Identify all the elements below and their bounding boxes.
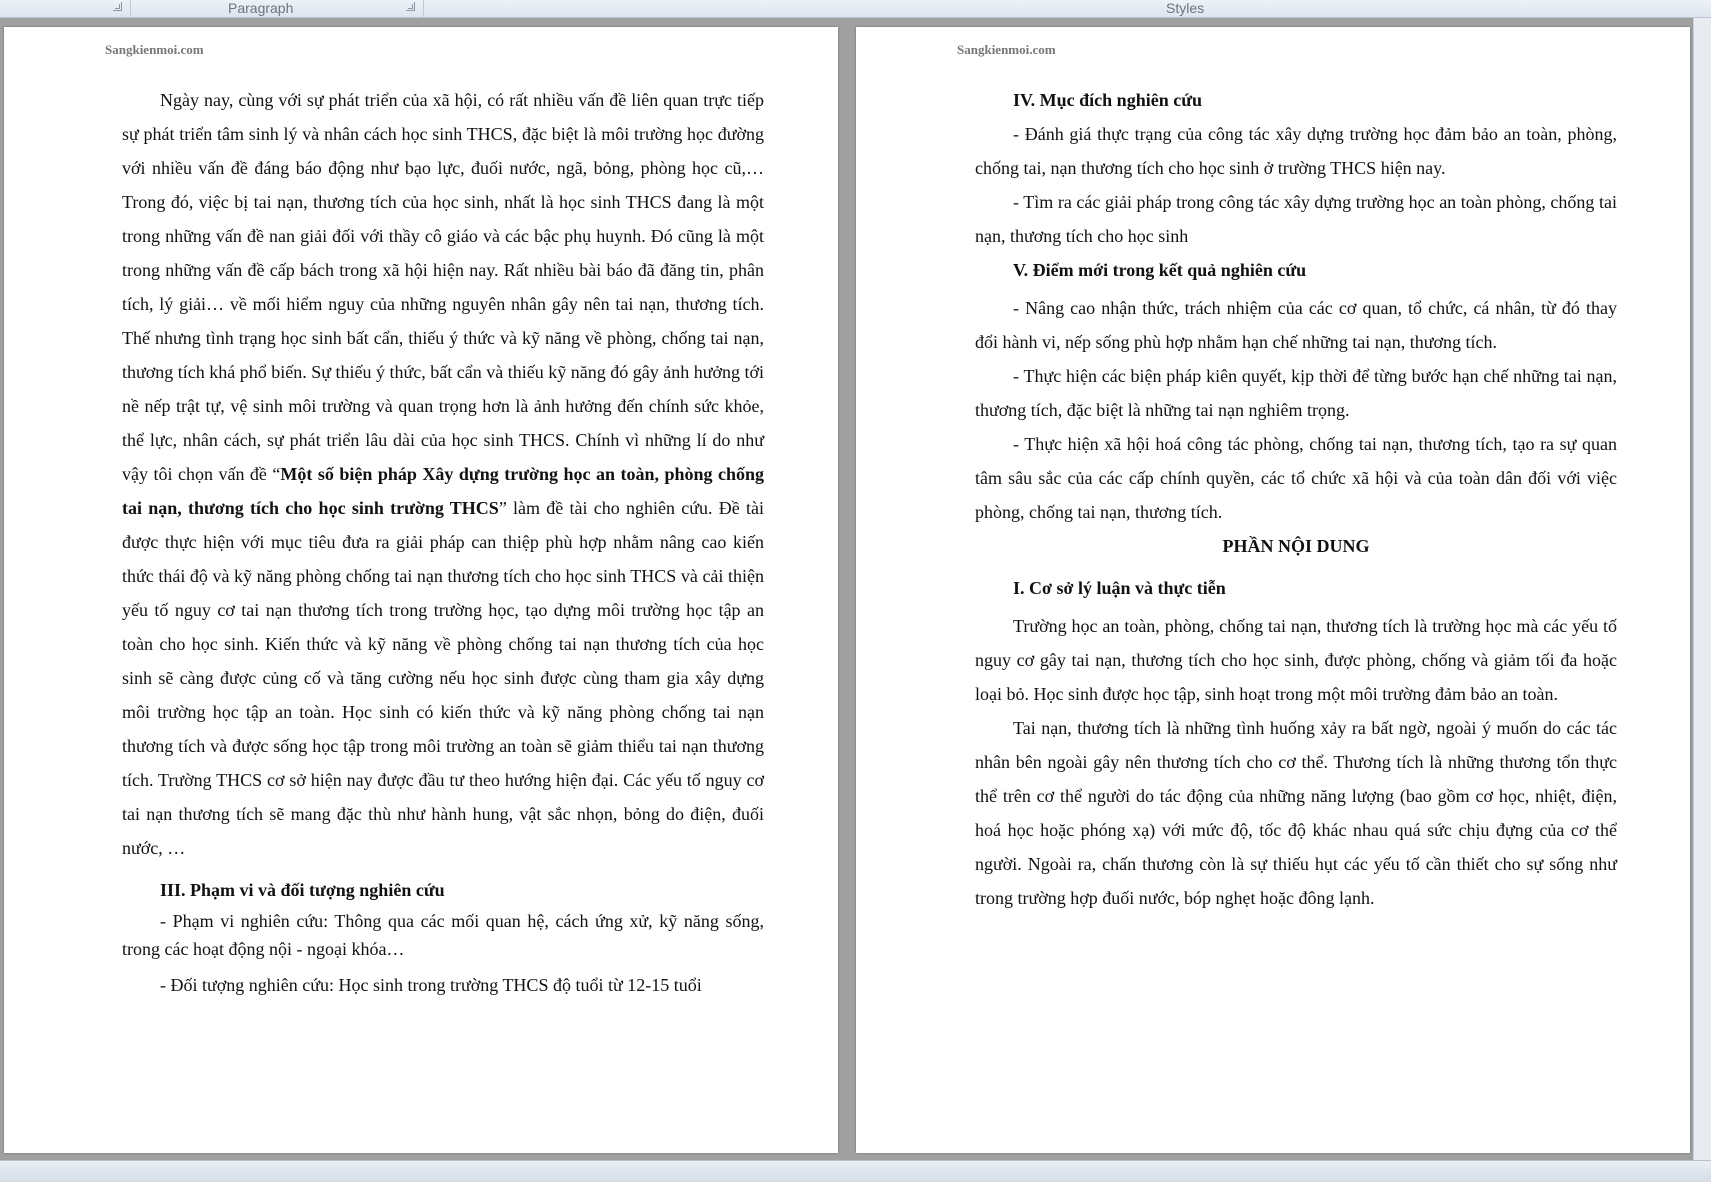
basis-paragraph-2: Tai nạn, thương tích là những tình huống xảy ra bất ngờ, ngoài ý muốn do các tác nhân bên ngoài gây nên thương tích cho cơ thể. Thương tích là những thương tổn thực thể trên cơ thể người do tác động của những năng lượng (bao gồm cơ học, nhiệt, điện, hoá học hoặc phóng xạ) với mức độ, tốc độ khác nhau quá sức chịu đựng của cơ thể người. Ngoài ra, chấn thương còn là sự thiếu hụt các yếu tố cần thiết cho sự sống như trong trường hợp đuối nước, bóp nghẹt hoặc đông lạnh. [975, 718, 1617, 908]
paragraph-group-label: Paragraph [228, 0, 294, 16]
basis-paragraph-1: Trường học an toàn, phòng, chống tai nạn, thương tích là trường học mà các yếu tố nguy cơ gây tai nạn, thương tích cho học sinh, được phòng, chống và giảm tối đa hoặc loại bỏ. Học sinh được học tập, sinh hoạt trong một môi trường đảm bảo an toàn. [975, 616, 1617, 704]
document-workspace [0, 18, 1711, 1161]
intro-text: Ngày nay, cùng với sự phát triển của xã hội, có rất nhiều vấn đề liên quan trực tiếp sự phát triển tâm sinh lý và nhân cách học sinh THCS, đặc biệt là môi trường học đường với nhiều vấn đề đáng báo động như bạo lực, đuối nước, ngã, bỏng, phòng học cũ,… Trong đó, việc bị tai nạn, thương tích của học sinh, nhất là học sinh THCS đang là một trong những vấn đề nan giải đối với thầy cô giáo và các bậc phụ huynh. Đó cũng là một trong những vấn đề cấp bách trong xã hội hiện nay. Rất nhiều bài báo đã đăng tin, phân tích, lý giải… về mối hiểm nguy của những nguyên nhân gây nên tai nạn, thương tích. Thế nhưng tình trạng học sinh bất cẩn, thiếu ý thức và kỹ năng về phòng, chống tai nạn, thương tích khá phổ biến. Sự thiếu ý thức, bất cẩn và thiếu kỹ năng đó gây ảnh hưởng tới nề nếp trật tự, vệ sinh môi trường và quan trọng hơn là ảnh hưởng đến chính sức khỏe, thể lực, nhân cách, sự phát triển lâu dài của học sinh THCS. Chính vì những lí do như vậy tôi chọn vấn đề “ [122, 90, 764, 484]
purpose-item-2: - Tìm ra các giải pháp trong công tác xây dựng trường học an toàn phòng, chống tai nạn, thương tích cho học sinh [975, 192, 1617, 246]
page-body[interactable] [975, 83, 1617, 915]
font-dialog-launcher-icon[interactable] [113, 2, 122, 11]
ribbon-divider [423, 0, 424, 17]
document-page-right[interactable] [856, 27, 1690, 1153]
topic-title: Một số biện pháp Xây dựng trường học an toàn, phòng chống tai nạn, thương tích cho học sinh trường THCS [122, 464, 764, 518]
ribbon-group-bar [0, 0, 1711, 18]
page-header: Sangkienmoi.com [957, 42, 1056, 57]
heading-purpose: IV. Mục đích nghiên cứu [1013, 90, 1203, 110]
new-point-2: - Thực hiện các biện pháp kiên quyết, kịp thời để từng bước hạn chế những tai nạn, thương tích, đặc biệt là những tai nạn nghiêm trọng. [975, 366, 1617, 420]
heading-scope: III. Phạm vi và đối tượng nghiên cứu [160, 880, 445, 900]
subject-paragraph: - Đối tượng nghiên cứu: Học sinh trong trường THCS độ tuổi từ 12-15 tuổi [160, 975, 702, 995]
page-body[interactable] [122, 83, 764, 1002]
page-header: Sangkienmoi.com [105, 42, 204, 57]
scope-paragraph: - Phạm vi nghiên cứu: Thông qua các mối quan hệ, cách ứng xử, kỹ năng sống, trong các hoạt động nội - ngoại khóa… [122, 911, 764, 959]
intro-paragraph [122, 83, 764, 865]
vertical-scrollbar[interactable] [1693, 18, 1711, 1161]
styles-group-label: Styles [1166, 0, 1205, 16]
new-point-1: - Nâng cao nhận thức, trách nhiệm của các cơ quan, tổ chức, cá nhân, từ đó thay đổi hành vi, nếp sống phù hợp nhằm hạn chế những tai nạn, thương tích. [975, 298, 1617, 352]
heading-basis: I. Cơ sở lý luận và thực tiễn [1013, 578, 1226, 598]
intro-text-cont: ” làm đề tài cho nghiên cứu. Đề tài được thực hiện với mục tiêu đưa ra giải pháp can thiệp phù hợp nhằm nâng cao kiến thức thái độ và kỹ năng phòng chống tai nạn thương tích cho học sinh THCS và cải thiện yếu tố nguy cơ tai nạn thương tích trong trường học, tạo dựng môi trường học tập an toàn cho học sinh. Kiến thức và kỹ năng về phòng chống tai nạn thương tích của học sinh sẽ càng được củng cố và tăng cường nếu học sinh được cùng tham gia xây dựng môi trường học tập an toàn. Học sinh có kiến thức và kỹ năng phòng chống tai nạn thương tích và được sống học tập trong môi trường an toàn sẽ giảm thiểu tai nạn thương tích. Trường THCS cơ sở hiện nay được đầu tư theo hướng hiện đại. Các yếu tố nguy cơ tai nạn thương tích sẽ mang đặc thù như hành hung, vật sắc nhọn, bỏng do điện, đuối nước, … [122, 498, 765, 858]
paragraph-dialog-launcher-icon[interactable] [406, 2, 415, 11]
new-point-3: - Thực hiện xã hội hoá công tác phòng, chống tai nạn, thương tích, tạo ra sự quan tâm sâu sắc của các cấp chính quyền, các tổ chức xã hội và của toàn dân đối với việc phòng, chống tai nạn, thương tích. [975, 434, 1617, 522]
purpose-item-1: - Đánh giá thực trạng của công tác xây dựng trường học đảm bảo an toàn, phòng, chống tai, nạn thương tích cho học sinh ở trường THCS hiện nay. [975, 124, 1617, 178]
document-page-left[interactable] [4, 27, 838, 1153]
ribbon-divider [130, 0, 131, 17]
part-title: PHẦN NỘI DUNG [1222, 536, 1370, 556]
status-bar [0, 1160, 1711, 1182]
heading-new-points: V. Điểm mới trong kết quả nghiên cứu [1013, 260, 1307, 280]
